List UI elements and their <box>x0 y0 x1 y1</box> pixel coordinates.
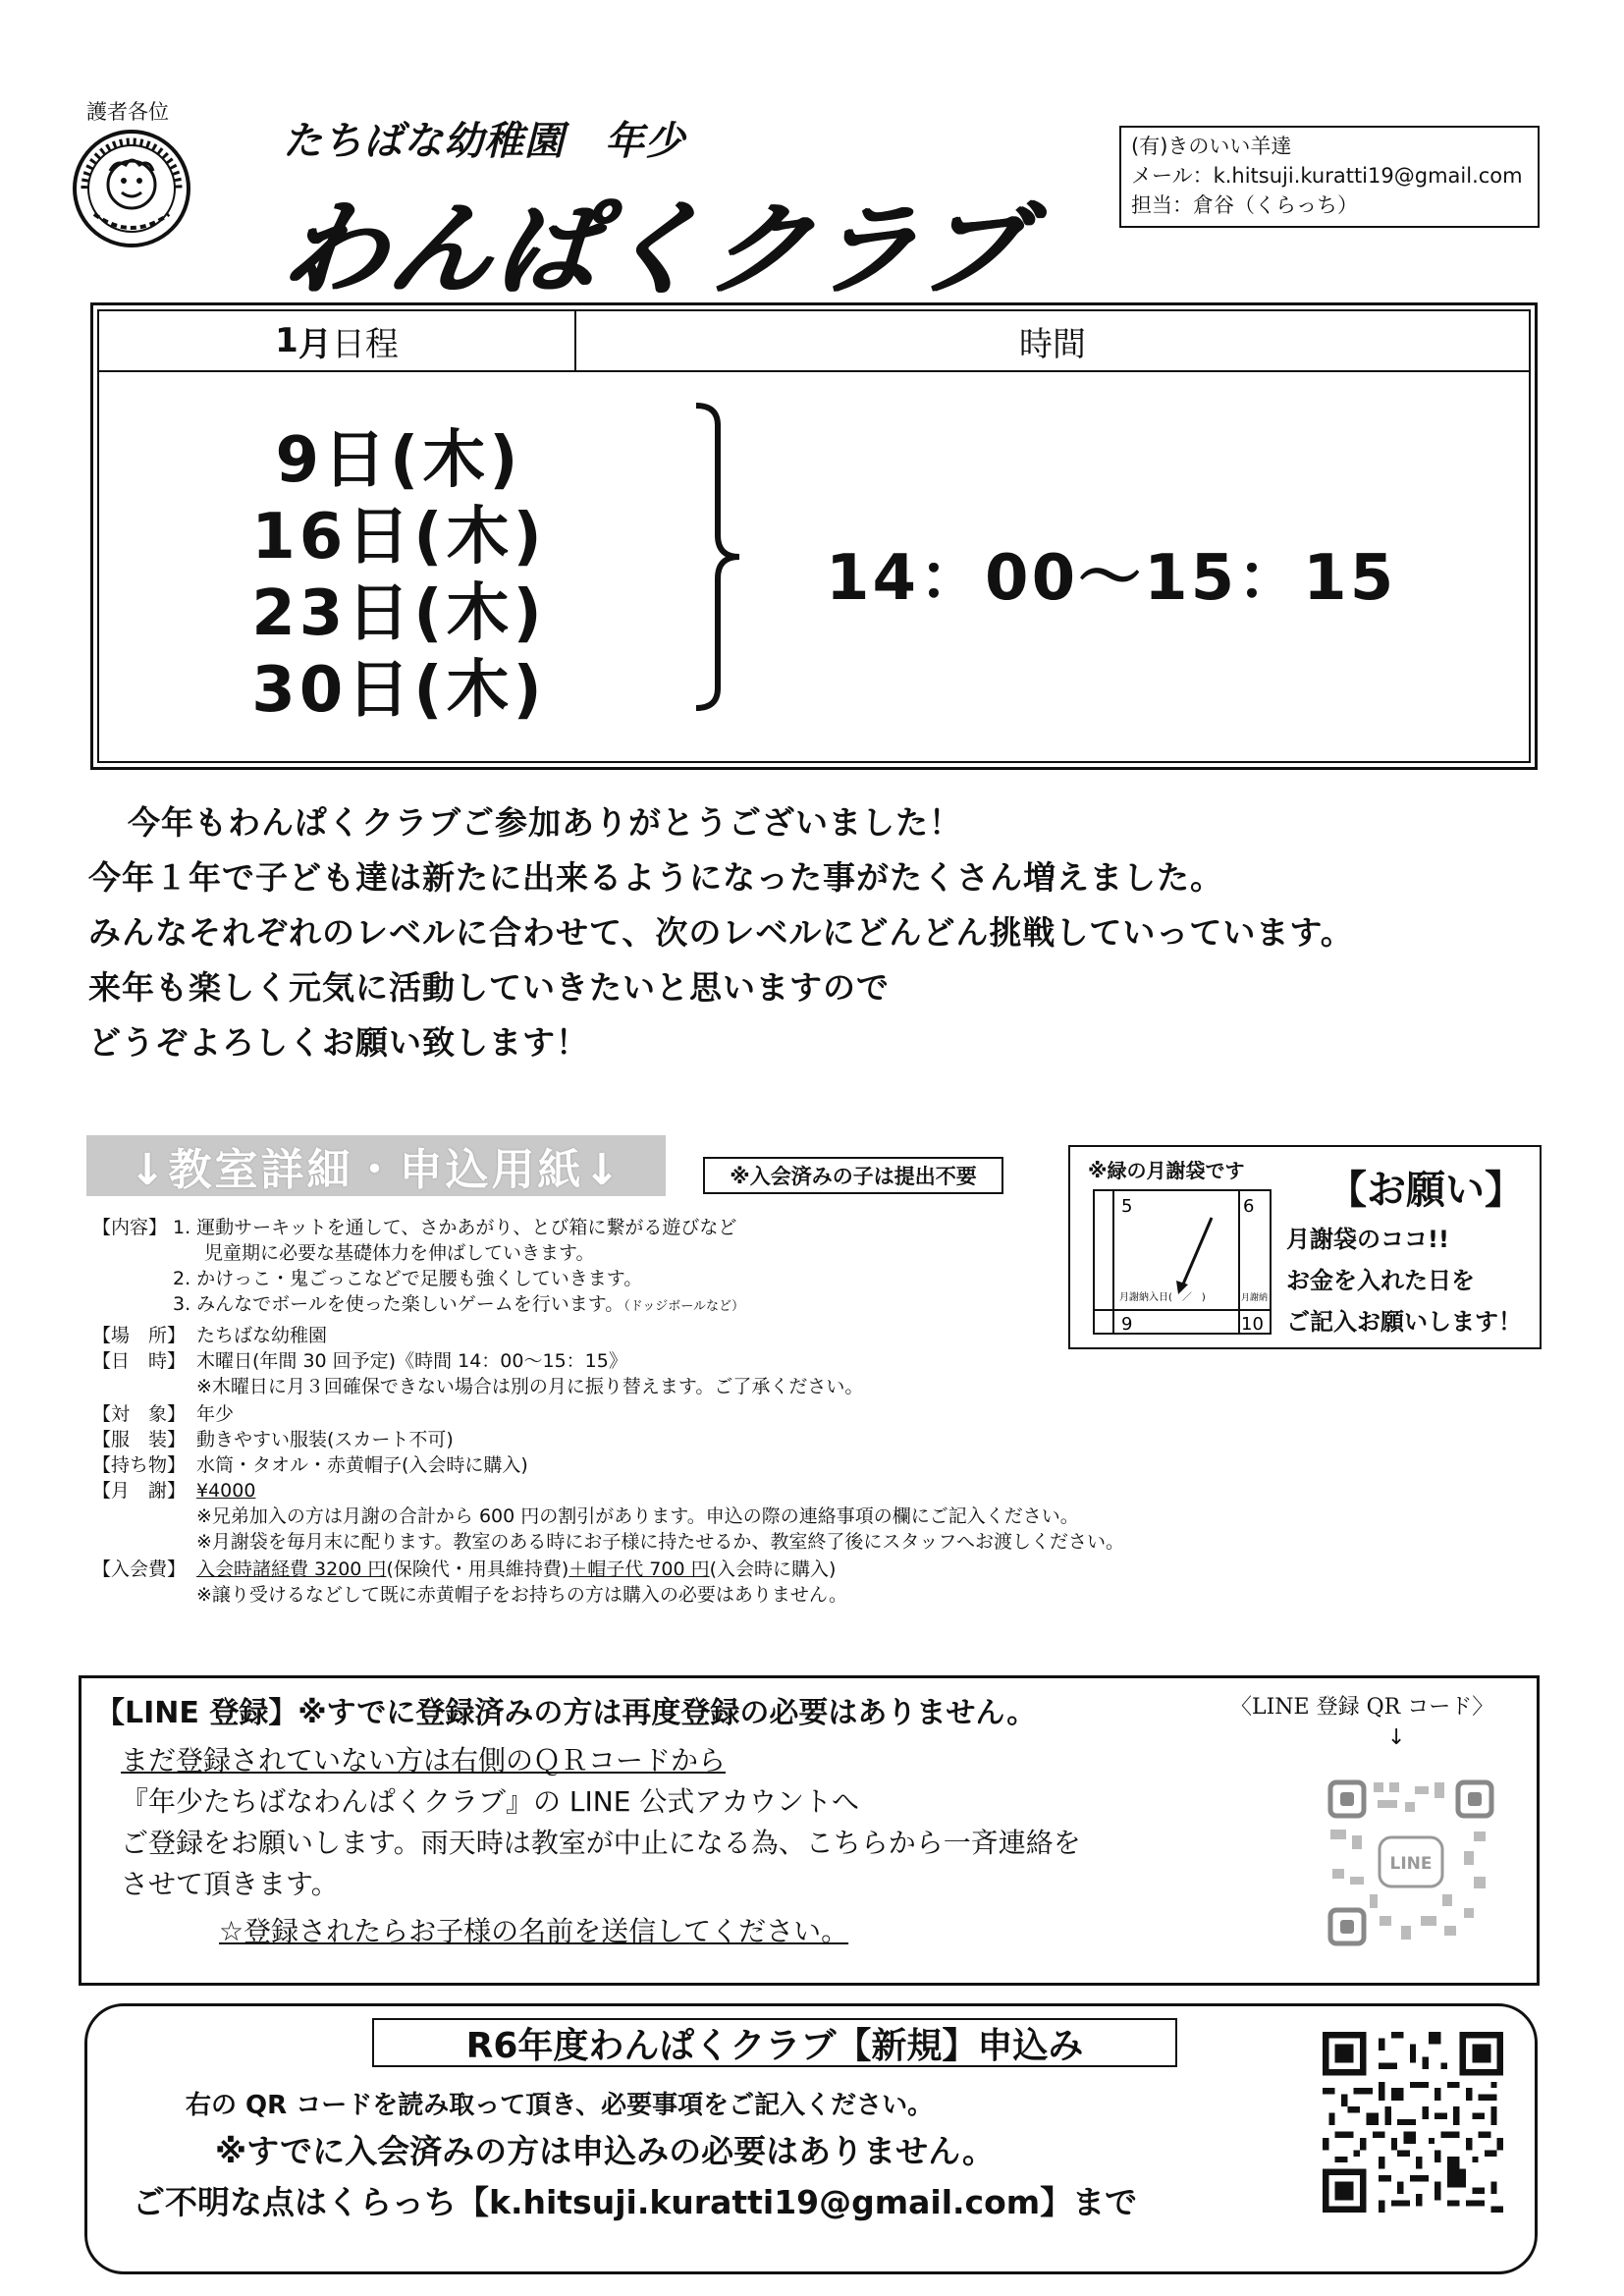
addressee: 護者各位 <box>86 100 169 124</box>
time-header: 時間 <box>1019 324 1086 364</box>
schedule-date: 23日(木) <box>251 577 546 650</box>
items-value: 水筒・タオル・赤黄帽子(入会時に購入) <box>196 1454 528 1476</box>
message-line: みんなそれぞれのレベルに合わせて、次のレベルにどんどん挑戦していっています。 <box>88 913 1354 952</box>
card-paid-date: 月謝納入日( ／ ) <box>1119 1292 1206 1303</box>
line-logo-text: LINE <box>1389 1854 1433 1874</box>
message-line: どうぞよろしくお願い致します！ <box>88 1023 589 1062</box>
application-title: R6年度わんぱくクラブ【新規】申込み <box>372 2018 1177 2067</box>
message-line: 今年もわんぱくクラブご参加ありがとうございました！ <box>128 803 962 842</box>
line-body: まだ登録されていない方は右側のＱＲコードから <box>121 1744 727 1777</box>
entry-note: ※譲り受けるなどして既に赤黄帽子をお持ちの方は購入の必要はありません。 <box>196 1584 848 1606</box>
content-item: 児童期に必要な基礎体力を伸ばしていきます。 <box>204 1242 595 1264</box>
message-line: 来年も楽しく元気に活動していきたいと思いますので <box>88 968 890 1007</box>
content-note: （ドッジボールなど） <box>623 1299 745 1314</box>
fee-value: ¥4000 <box>196 1480 256 1502</box>
target-label: 【対 象】 <box>92 1403 187 1425</box>
application-line: ※すでに入会済みの方は申込みの必要はありません。 <box>215 2132 996 2170</box>
application-box <box>84 2003 1538 2274</box>
application-contact-line: ご不明な点はくらっち【k.hitsuji.kuratti19@gmail.com】まで <box>133 2183 1138 2221</box>
down-arrow-icon: ↓ <box>1387 1725 1406 1750</box>
card-number: 6 <box>1243 1196 1255 1217</box>
card-number: 10 <box>1241 1314 1264 1335</box>
time-range: 14：00～15：15 <box>826 542 1397 615</box>
content-item: 2. かけっこ・鬼ごっこなどで足腰も強くしていきます。 <box>173 1268 643 1289</box>
place-value: たちばな幼稚園 <box>196 1325 328 1346</box>
message-line: 今年１年で子ども達は新たに出来るようになった事がたくさん増えました。 <box>88 858 1223 897</box>
application-line: 右の QR コードを読み取って頂き、必要事項をご記入ください。 <box>186 2091 934 2120</box>
clothes-value: 動きやすい服装(スカート不可) <box>196 1429 454 1450</box>
schedule-table <box>90 302 1538 770</box>
line-star-note: ☆登録されたらお子様の名前を送信してください。 <box>219 1915 849 1947</box>
month-unit: 月 <box>298 324 332 364</box>
fee-note: ※兄弟加入の方は月謝の合計から 600 円の割引があります。申込の際の連絡事項の欄にご記入ください。 <box>196 1505 1079 1527</box>
content-label: 【内容】 <box>92 1217 168 1238</box>
clothes-label: 【服 装】 <box>92 1429 187 1450</box>
club-title: わんぱくクラブ <box>277 190 1033 309</box>
month-number: 1 <box>275 321 298 360</box>
fee-note: ※月謝袋を毎月末に配ります。教室のある時にお子様に持たせるか、教室終了後にスタッフへお渡しください。 <box>196 1531 1125 1553</box>
request-line: 月謝袋のココ!! <box>1286 1226 1449 1253</box>
line-body: させて頂きます。 <box>121 1868 339 1900</box>
details-banner: ↓教室詳細・申込用紙↓ <box>86 1135 666 1196</box>
envelope-card-icon <box>1084 1188 1280 1336</box>
line-heading: 【LINE 登録】※すでに登録済みの方は再度登録の必要はありません。 <box>95 1696 1037 1730</box>
line-qr-label: 〈LINE 登録 QR コード〉 <box>1230 1695 1494 1720</box>
schedule-date: 16日(木) <box>251 501 546 574</box>
schedule-date: 30日(木) <box>251 654 546 727</box>
date-note: ※木曜日に月３回確保できない場合は別の月に振り替えます。ご了承ください。 <box>196 1376 864 1397</box>
company-name: (有)きのいい羊達 <box>1131 135 1292 158</box>
card-number: 9 <box>1121 1314 1133 1335</box>
right-brace-icon <box>688 400 747 714</box>
envelope-label: ※緑の月謝袋です <box>1088 1159 1245 1182</box>
date-label: 【日 時】 <box>92 1350 187 1372</box>
entry-label: 【入会費】 <box>92 1558 187 1580</box>
request-heading: 【お願い】 <box>1327 1168 1524 1213</box>
date-value: 木曜日(年間 30 回予定)《時間 14：00～15：15》 <box>196 1350 627 1372</box>
line-qr-code[interactable] <box>1326 1778 1495 1947</box>
fee-label: 【月 謝】 <box>92 1480 187 1502</box>
schedule-date: 9日(木) <box>275 424 522 497</box>
line-registration-box <box>79 1675 1540 1986</box>
items-label: 【持ち物】 <box>92 1454 187 1476</box>
kindergarten-subtitle: たちばな幼稚園 年少 <box>283 119 685 164</box>
request-line: お金を入れた日を <box>1286 1267 1475 1294</box>
entry-value: 入会時諸経費 3200 円(保険代・用具維持費)＋帽子代 700 円(入会時に購入) <box>196 1558 837 1580</box>
company-logo <box>71 128 192 249</box>
contact-box <box>1119 126 1540 228</box>
line-body: ご登録をお願いします。雨天時は教室が中止になる為、こちらから一斉連絡を <box>121 1827 1081 1859</box>
line-body: 『年少たちばなわんぱくクラブ』の LINE 公式アカウントへ <box>121 1785 860 1818</box>
target-value: 年少 <box>196 1403 235 1425</box>
place-label: 【場 所】 <box>92 1325 187 1346</box>
contact-person: 担当：倉谷（くらっち） <box>1131 193 1358 217</box>
card-paid-short: 月謝納 <box>1241 1293 1269 1303</box>
no-need-note: ※入会済みの子は提出不要 <box>703 1157 1003 1194</box>
envelope-request-box <box>1068 1145 1542 1349</box>
request-line: ご記入お願いします！ <box>1286 1308 1522 1336</box>
application-qr-code[interactable] <box>1323 2032 1503 2213</box>
schedule-header-row <box>99 311 1529 372</box>
card-number: 5 <box>1121 1196 1133 1217</box>
month-label: 日程 <box>331 324 399 364</box>
content-item: 3. みんなでボールを使った楽しいゲームを行います。（ドッジボールなど） <box>173 1293 745 1315</box>
contact-mail: メール：k.hitsuji.kuratti19@gmail.com <box>1131 164 1523 188</box>
month-header <box>99 311 574 370</box>
content-item: 1. 運動サーキットを通して、さかあがり、とび箱に繋がる遊びなど <box>173 1217 737 1238</box>
